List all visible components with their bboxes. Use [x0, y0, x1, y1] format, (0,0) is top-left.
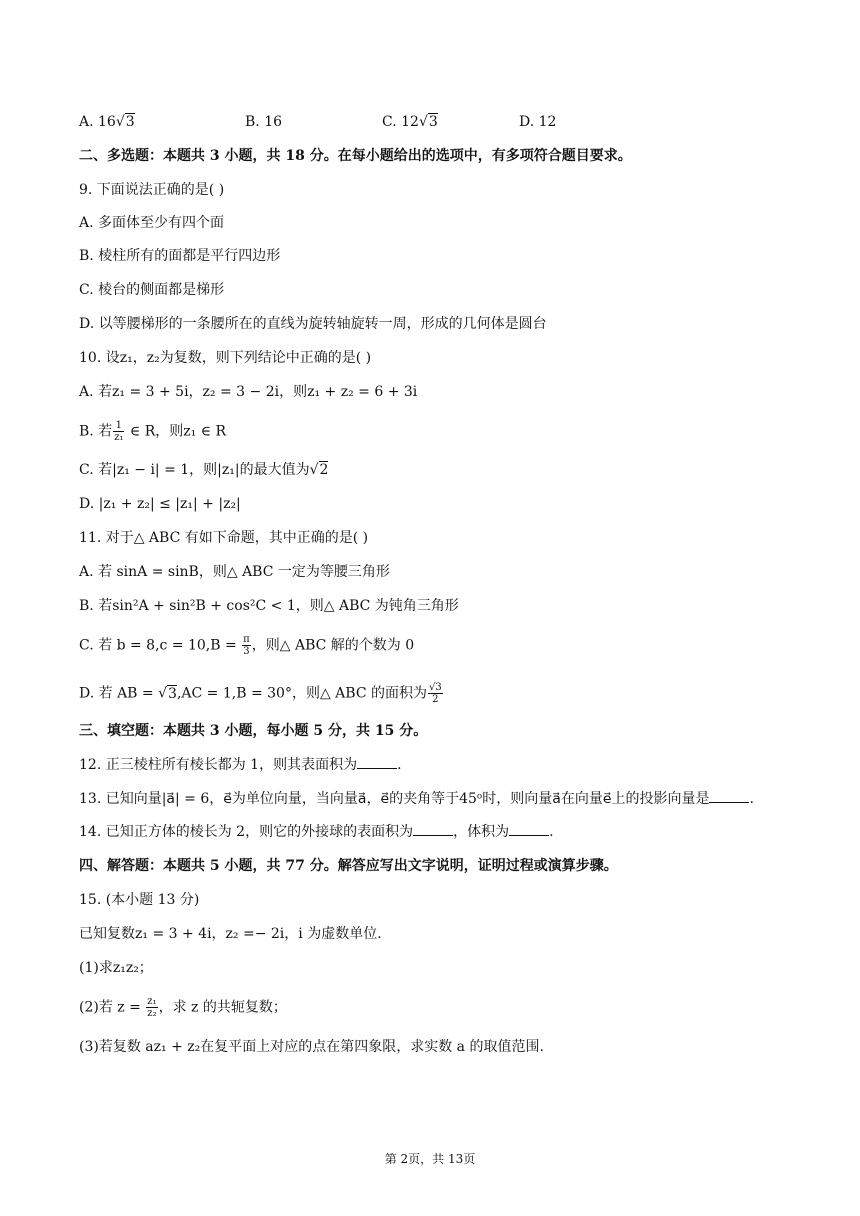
- q15-given: 已知复数z₁ = 3 + 4i，z₂ =− 2i，i 为虚数单位.: [79, 926, 382, 942]
- q15-part2: (2)若 z = $\frac{\text{z₁}}{\text{z₂}}$ ，求 z 的共轭复数；: [79, 996, 287, 1019]
- q12-answer-blank[interactable]: [357, 756, 397, 769]
- q13: 13. 已知向量|a⃗| = 6，e⃗为单位向量，当向量a⃗，e⃗的夹角等于45ᵒ时，则向量a⃗在向量e⃗上的投影向量是 .: [79, 791, 754, 807]
- section2-header: 二、多选题：本题共 3 小题，共 18 分。在每小题给出的选项中，有多项符合题目要求。: [79, 148, 632, 164]
- section3-header: 三、填空题：本题共 3 小题，每小题 5 分，共 15 分。: [79, 723, 428, 739]
- section4-header: 四、解答题：本题共 5 小题，共 77 分。解答应写出文字说明，证明过程或演算步骤。: [79, 858, 618, 874]
- q11-option-b: B. 若sin²A + sin²B + cos²C < 1，则△ ABC 为钝角三角形: [79, 598, 459, 614]
- q10-option-b: B. 若 $\frac{1}{\text{z₁}}$ ∈ R，则z₁ ∈ R: [79, 420, 227, 443]
- q11-option-d: D. 若 AB = √3,AC = 1,B = 30°，则△ ABC 的面积为 $\frac{√3}{2}$: [79, 682, 442, 705]
- q9-stem: 9. 下面说法正确的是( ): [79, 182, 225, 198]
- q8-option-b: B. 16: [245, 114, 283, 130]
- q10-option-c: C. 若|z₁ − i| = 1，则|z₁|的最大值为√2: [79, 462, 329, 478]
- q9-option-a: A. 多面体至少有四个面: [79, 215, 225, 231]
- q15-title: 15. (本小题 13 分): [79, 892, 200, 908]
- q15-part1: (1)求z₁z₂；: [79, 960, 153, 976]
- q9-option-c: C. 棱台的侧面都是梯形: [79, 282, 225, 298]
- q15-part3: (3)若复数 az₁ + z₂在复平面上对应的点在第四象限，求实数 a 的取值范围.: [79, 1039, 544, 1055]
- q14: 14. 已知正方体的棱长为 2，则它的外接球的表面积为 ，体积为 .: [79, 824, 554, 840]
- q8-option-c: C. 12√3: [382, 114, 438, 130]
- q12: 12. 正三棱柱所有棱长都为 1，则其表面积为 .: [79, 757, 402, 773]
- q14-answer-blank-1[interactable]: [413, 823, 453, 836]
- q11-option-a: A. 若 sinA = sinB，则△ ABC 一定为等腰三角形: [79, 564, 390, 580]
- q14-answer-blank-2[interactable]: [509, 823, 549, 836]
- q11-stem: 11. 对于△ ABC 有如下命题，其中正确的是( ): [79, 530, 369, 546]
- page-footer: 第 2页，共 13页: [384, 1152, 476, 1166]
- q11-option-c: C. 若 b = 8,c = 10,B = $\frac{\pi}{3}$ ，则△ ABC 解的个数为 0: [79, 634, 415, 657]
- q10-stem: 10. 设z₁，z₂为复数，则下列结论中正确的是( ): [79, 350, 372, 366]
- q9-option-b: B. 棱柱所有的面都是平行四边形: [79, 248, 281, 264]
- q8-option-a: A. 16√3: [79, 114, 135, 130]
- q8-option-d: D. 12: [519, 114, 557, 130]
- q9-option-d: D. 以等腰梯形的一条腰所在的直线为旋转轴旋转一周，形成的几何体是圆台: [79, 316, 547, 332]
- q10-option-d: D. |z₁ + z₂| ≤ |z₁| + |z₂|: [79, 496, 241, 512]
- q10-option-a: A. 若z₁ = 3 + 5i，z₂ = 3 − 2i，则z₁ + z₂ = 6 + 3i: [79, 384, 418, 400]
- q13-answer-blank[interactable]: [709, 790, 749, 803]
